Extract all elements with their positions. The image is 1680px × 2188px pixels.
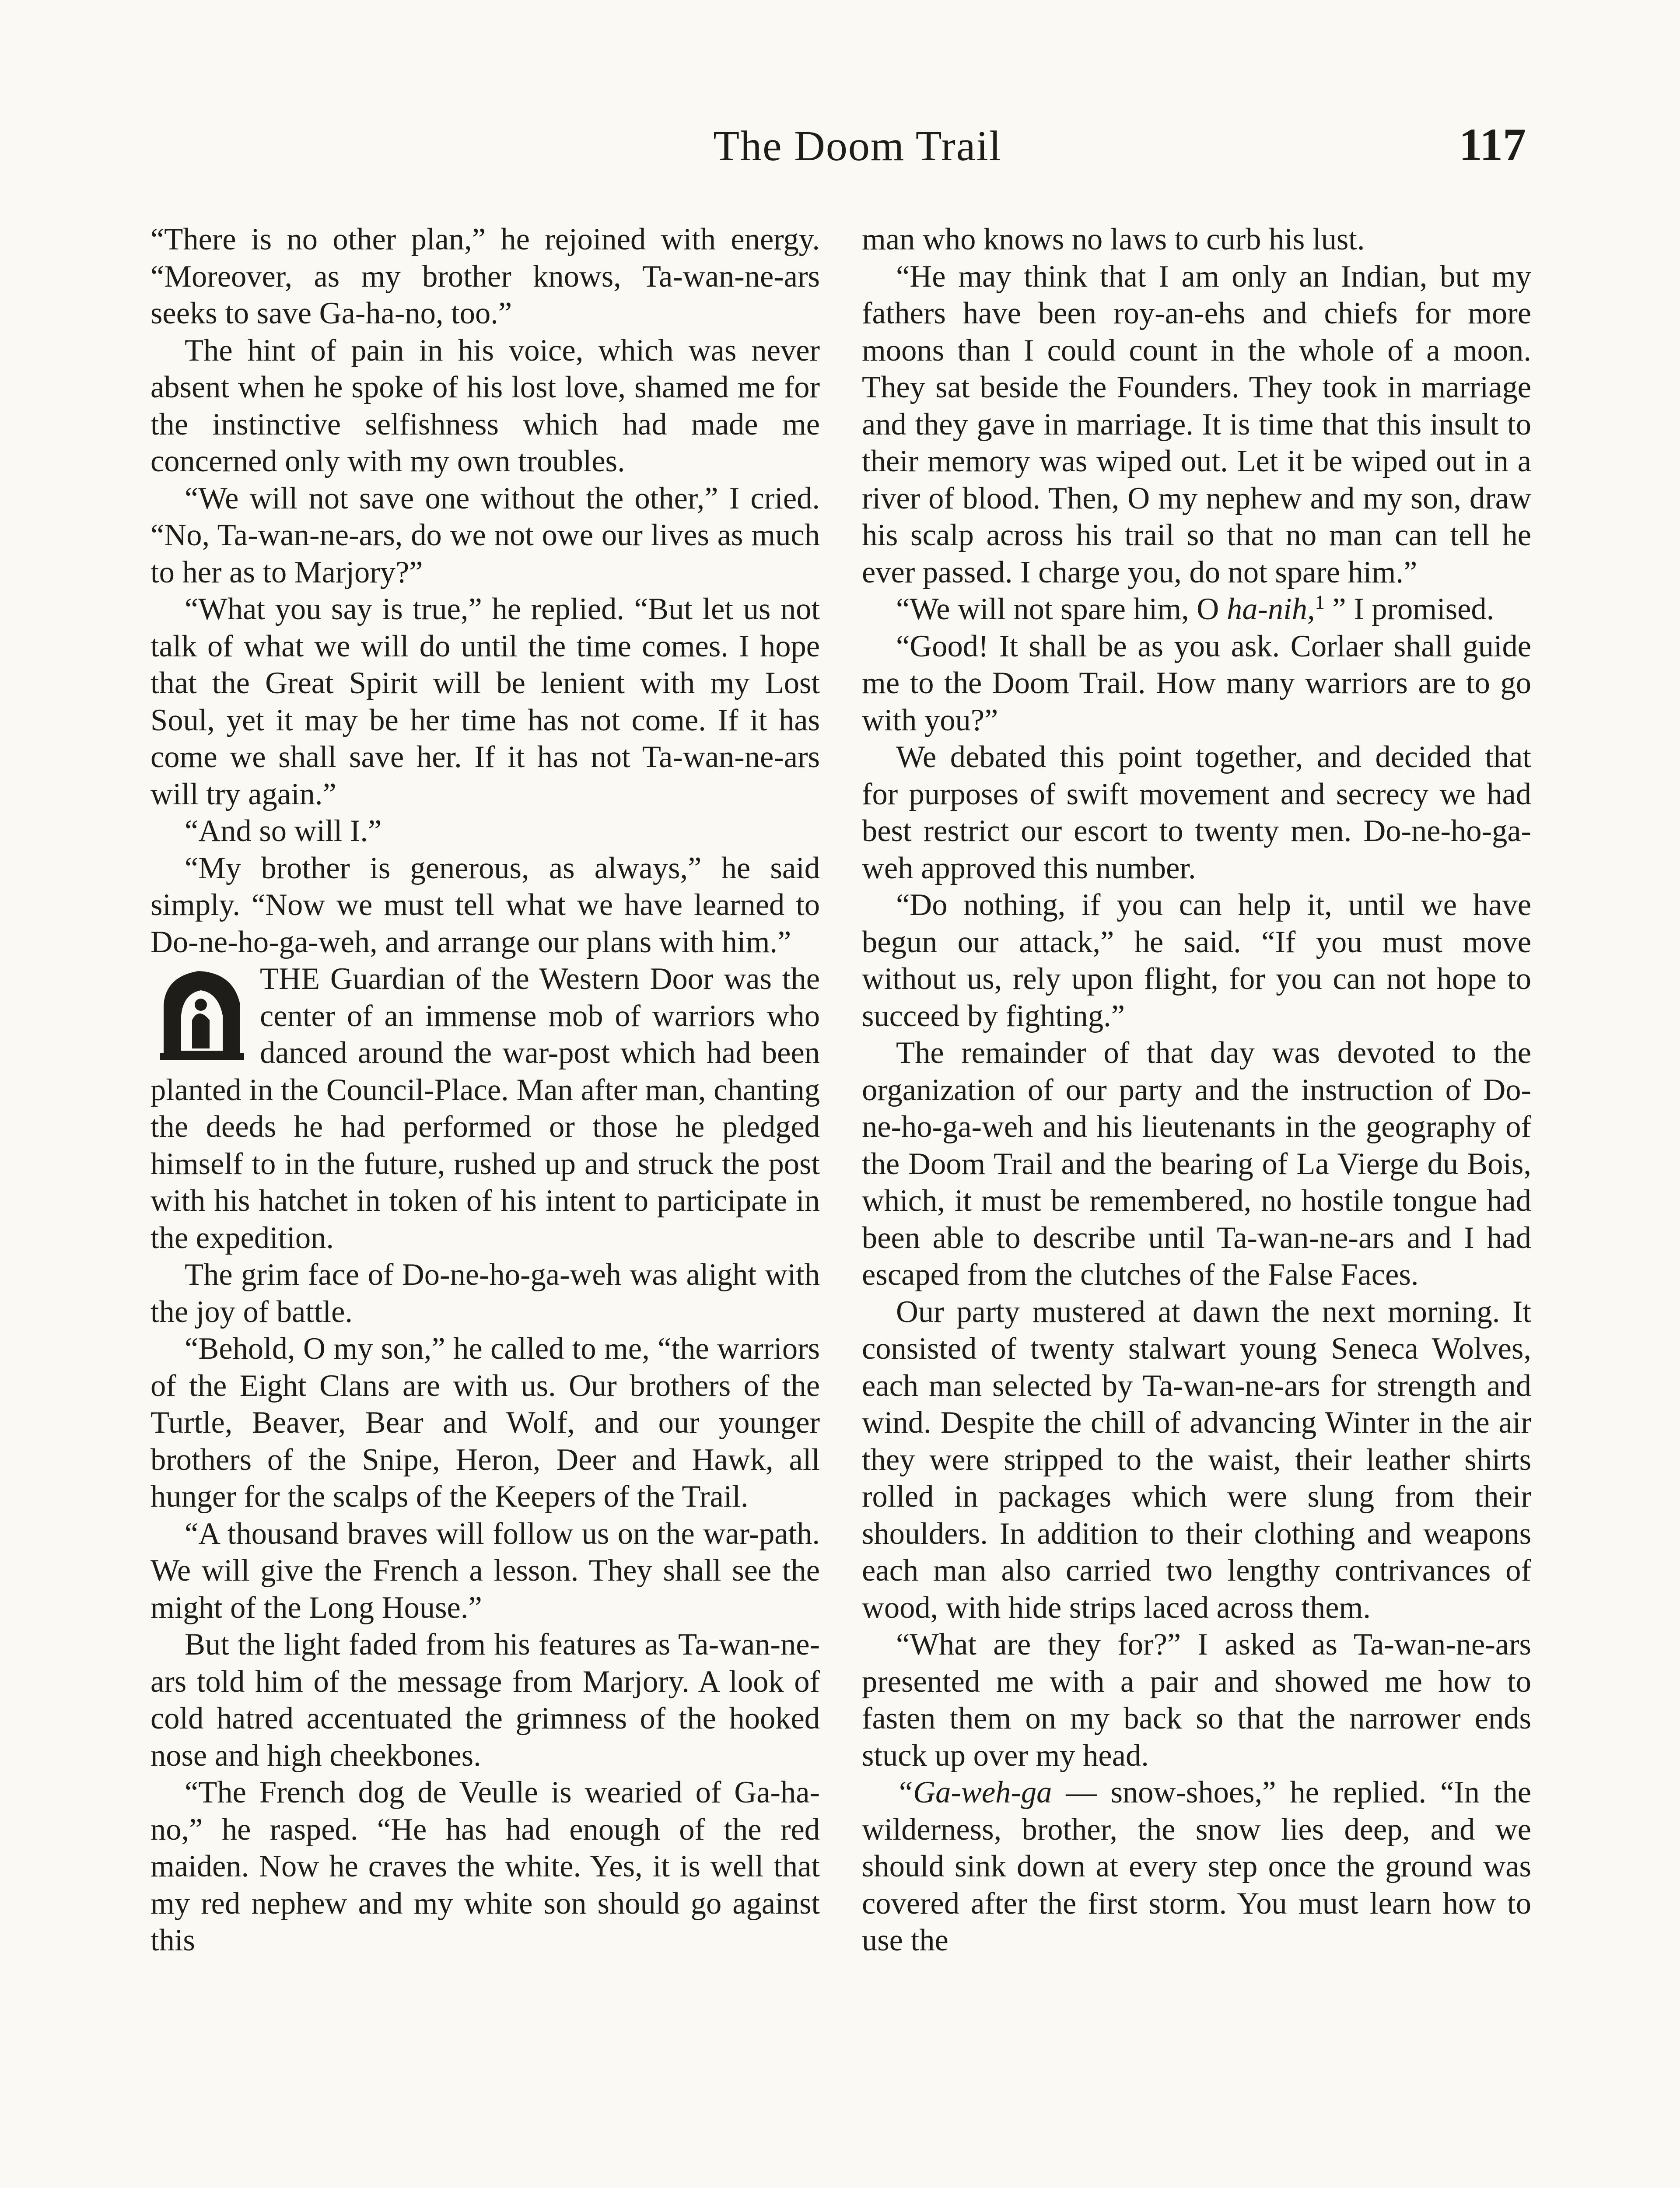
paragraph: “What you say is true,” he replied. “But let us not talk of what we will do until the time comes. I hope that the Great Spirit will be lenient with my Lost Soul, yet it may be her time has not come. If it has come we shall save her. If it has not Ta-wan-ne-ars will try again.” bbox=[150, 592, 820, 811]
paragraph: “Do nothing, if you can help it, until we have begun our attack,” he said. “If you must move without us, rely upon flight, for you can not hope to succeed by fighting.” bbox=[862, 888, 1531, 1033]
left-column bbox=[150, 221, 820, 1959]
paragraph: “We will not save one without the other,” I cried. “No, Ta-wan-ne-ars, do we not owe our lives as much to her as to Marjory?” bbox=[150, 481, 820, 589]
paragraph: Our party mustered at dawn the next morning. It consisted of twenty stalwart young Seneca Wolves, each man selected by Ta-wan-ne-ars for strength and wind. Despite the chill of advancing Winter in the air they were stripped to the waist, their leather shirts rolled in packages which were slung from their shoulders. In addition to their clothing and weapons each man also carried two lengthy contrivances of wood, with hide strips laced across them. bbox=[862, 1294, 1531, 1625]
paragraph: But the light faded from his features as Ta-wan-ne-ars told him of the message from Marjory. A look of cold hatred accentuated the grimness of the hooked nose and high cheekbones. bbox=[150, 1627, 820, 1773]
paragraph: “There is no other plan,” he rejoined with energy. “Moreover, as my brother knows, Ta-wan-ne-ars seeks to save Ga-ha-no, too.” bbox=[150, 222, 820, 330]
text-run: “We will not spare him, O bbox=[896, 592, 1227, 626]
paragraph: “He may think that I am only an Indian, but my fathers have been roy-an-ehs and chiefs for more moons than I could count in the whole of a moon. They sat beside the Founders. They took in marriage and they gave in marriage. It is time that this insult to their memory was wiped out. Let it be wiped out in a river of blood. Then, O my nephew and my son, draw his scalp across his trail so that no man can tell he ever passed. I charge you, do not spare him.” bbox=[862, 259, 1531, 589]
section-opening-paragraph: THE Guardian of the Western Door was the center of an immense mob of warriors who danced around the war-post which had been planted in the Council-Place. Man after man, chanting the deeds he had performed or those he pledged himself to in the future, rushed up and struck the post with his hatchet in token of his intent to participate in the expedition. bbox=[150, 962, 820, 1255]
paragraph bbox=[862, 591, 1531, 628]
running-title: The Doom Trail bbox=[713, 123, 1002, 170]
paragraph: man who knows no laws to curb his lust. bbox=[862, 222, 1365, 256]
paragraph: The remainder of that day was devoted to the organization of our party and the instruction of Do-ne-ho-ga-weh and his lieutenants in the geography of the Doom Trail and the bearing of La Vierge du Bois, which, it must be remembered, no hostile tongue had been able to describe until Ta-wan-ne-ars and I had escaped from the clutches of the False Faces. bbox=[862, 1036, 1531, 1292]
paragraph: We debated this point together, and decided that for purposes of swift movement and secrecy we had best restrict our escort to twenty men. Do-ne-ho-ga-weh approved this number. bbox=[862, 740, 1531, 885]
paragraph: The hint of pain in his voice, which was never absent when he spoke of his lost love, shamed me for the instinctive selfishness which had made me concerned only with my own troubles. bbox=[150, 333, 820, 478]
decorative-initial-icon bbox=[150, 963, 260, 1068]
italic-text: “Ga-weh-ga bbox=[896, 1775, 1052, 1809]
footnote-marker: 1 bbox=[1315, 591, 1325, 613]
text-run: — snow-shoes,” he replied. “In the wilderness, brother, the snow lies deep, and we should sink down at every step once the ground was covered after the first storm. You must learn how to use the bbox=[862, 1775, 1531, 1957]
italic-text: ha-nih, bbox=[1226, 592, 1315, 626]
paragraph: “My brother is generous, as always,” he said simply. “Now we must tell what we have learned to Do-ne-ho-ga-weh, and arrange our plans with him.” bbox=[150, 851, 820, 959]
text-run: ” I promised. bbox=[1324, 592, 1494, 626]
paragraph: “The French dog de Veulle is wearied of Ga-ha-no,” he rasped. “He has had enough of the red maiden. Now he craves the white. Yes, it is well that my red nephew and my white son should go against this bbox=[150, 1775, 820, 1957]
paragraph: “Good! It shall be as you ask. Corlaer shall guide me to the Doom Trail. How many warriors are to go with you?” bbox=[862, 629, 1531, 737]
paragraph: “And so will I.” bbox=[185, 814, 382, 848]
paragraph: “A thousand braves will follow us on the war-path. We will give the French a lesson. They shall see the might of the Long House.” bbox=[150, 1516, 820, 1625]
paragraph bbox=[862, 1774, 1531, 1959]
page-number: 117 bbox=[1459, 119, 1526, 170]
paragraph: “What are they for?” I asked as Ta-wan-ne-ars presented me with a pair and showed me how to fasten them on my back so that the narrower ends stuck up over my head. bbox=[862, 1627, 1531, 1773]
paragraph: The grim face of Do-ne-ho-ga-weh was alight with the joy of battle. bbox=[150, 1258, 820, 1329]
paragraph: “Behold, O my son,” he called to me, “the warriors of the Eight Clans are with us. Our brothers of the Turtle, Beaver, Bear and Wolf, and our younger brothers of the Snipe, Heron, Deer and Hawk, all hunger for the scalps of the Keepers of the Trail. bbox=[150, 1332, 820, 1514]
right-column bbox=[862, 221, 1531, 1959]
